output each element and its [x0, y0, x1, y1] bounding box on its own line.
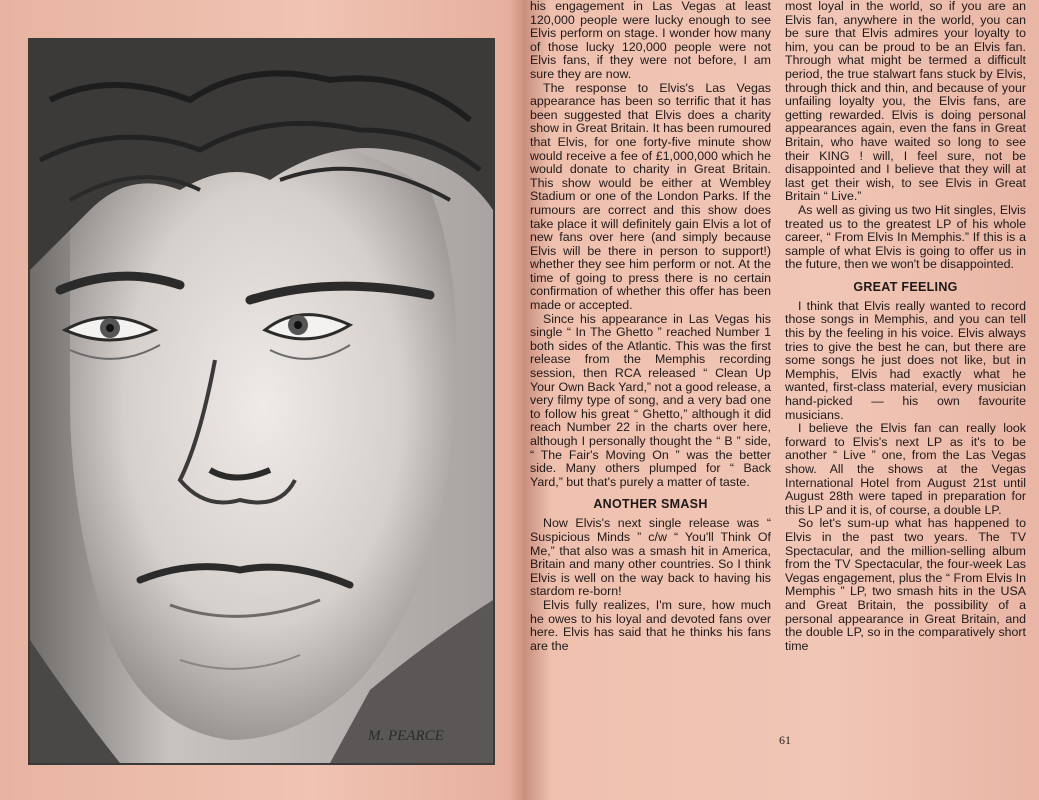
paragraph: most loyal in the world, so if you are an Elvis fan, anywhere in the world, you can be sure that Elvis admires your loyalty to him, you can be proud to be an Elvis fan. Through what might be termed a difficult period, the true stalwart fans stuck by Elvis, through thick and thin, and because of your unfailing loyalty you, the Elvis fans, are getting rewarded. Elvis is doing personal appearances again, even the fans in Great Britain, who have waited so long to see their KING ! will, I feel sure, not be disappointed and I believe that they will at last get their wish, to see Elvis in Great Britain “ Live.”	[785, 0, 1026, 204]
paragraph: As well as giving us two Hit singles, Elvis treated us to the greatest LP of his whole career, “ From Elvis In Memphis.” If this is a sample of what Elvis is going to offer us in the future, then we won't be disappointed.	[785, 202, 1026, 272]
paragraph: So let's sum-up what has happened to Elvis in the past two years. The TV Spectacular, and the million-selling album from the TV Spectacular, the four-week Las Vegas engagement, plus the “ From Elvis In Memphis ” LP, two smash hits in the USA and Great Britain, the possibility of a personal appearance in Great Britain, and the double LP, so in the comparatively short time	[785, 516, 1026, 653]
portrait-illustration	[28, 38, 495, 765]
left-page	[0, 0, 515, 800]
paragraph: his engagement in Las Vegas at least 120,000 people were lucky enough to see Elvis perform on stage. I wonder how many of those lucky 120,000 people were not Elvis fans, if they were not before, I am sure they are now.	[530, 0, 771, 81]
artist-signature: M. PEARCE	[368, 728, 444, 744]
pencil-portrait-drawing	[30, 40, 493, 763]
page-number: 61	[779, 733, 791, 747]
paragraph: Now Elvis's next single release was “ Suspicious Minds ” c/w “ You'll Think Of Me,” that also was a smash hit in America, Britain and many other countries. So I think Elvis is well on the way back to having his stardom re-born!	[530, 516, 771, 599]
paragraph: I think that Elvis really wanted to record those songs in Memphis, and you can tell this by the feeling in his voice. Elvis always tries to give the best he can, but there are some songs he just does not like, but in Memphis, Elvis had exactly what he wanted, first-class material, every musician hand-picked — his own favourite musicians.	[785, 298, 1026, 422]
right-page	[520, 0, 1039, 800]
section-heading: ANOTHER SMASH	[593, 497, 708, 512]
paragraph: Elvis fully realizes, I'm sure, how much he owes to his loyal and devoted fans over here. Elvis has said that he thinks his fans are the	[530, 597, 771, 653]
paragraph: The response to Elvis's Las Vegas appearance has been so terrific that it has been suggested that Elvis does a charity show in Great Britain. It has been rumoured that Elvis, for one forty-five minute show would receive a fee of £1,000,000 which he would donate to charity in Great Britain. This show would be either at Wembley Stadium or one of the London Parks. If the rumours are correct and this show does take place it will definitely gain Elvis a lot of new fans over here (and simply because Elvis will be there in person to support!) whether they see him perform or not. At the time of going to press there is no certain confirmation of whether this offer has been made or accepted.	[530, 80, 771, 313]
article-column-1	[530, 0, 771, 653]
section-heading: GREAT FEELING	[853, 279, 958, 294]
paragraph: Since his appearance in Las Vegas his single “ In The Ghetto ” reached Number 1 both sides of the Atlantic. This was the first release from the Memphis recording session, then RCA released “ Clean Up Your Own Back Yard,” not a good release, a very filmy type of song, and a very bad one to follow his great “ Ghetto,” although it did reach Number 22 in the charts over here, although I personally thought the “ B ” side, “ The Fair's Moving On ” was the better side. Many others plumped for “ Back Yard,” but that's purely a matter of taste.	[530, 311, 771, 489]
paragraph: I believe the Elvis fan can really look forward to Elvis's next LP as it's to be another “ Live ” one, from the Las Vegas show. All the shows at the Vegas International Hotel from August 21st until August 28th were taped in preparation for this LP and it is, of course, a double LP.	[785, 421, 1026, 517]
article-column-2	[785, 0, 1026, 653]
